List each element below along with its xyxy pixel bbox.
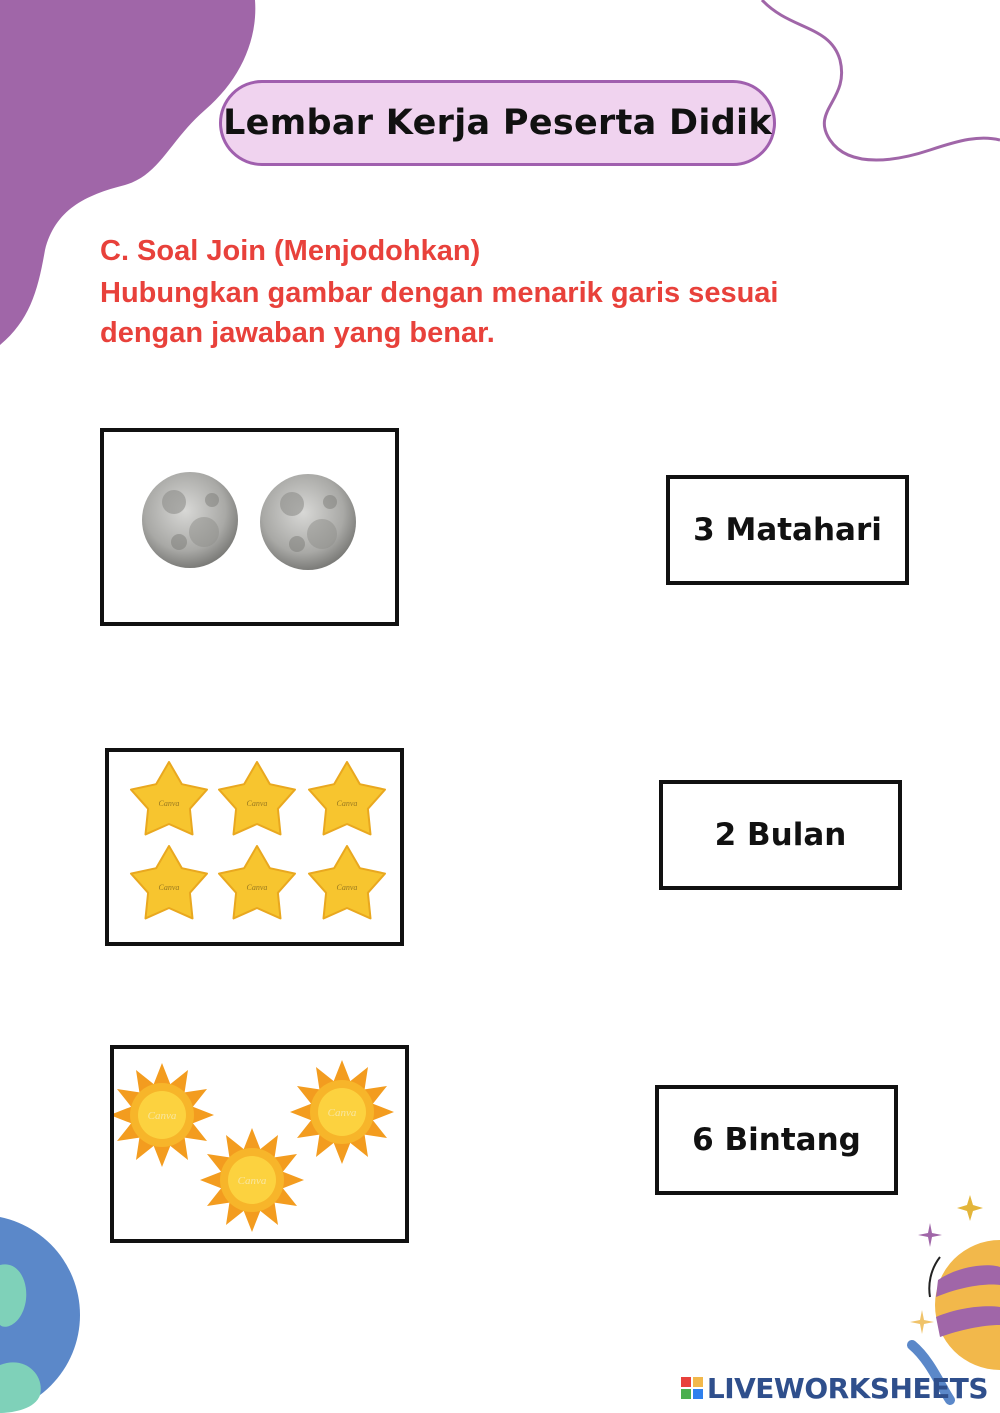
question-image-stars[interactable] — [105, 748, 404, 946]
canva-watermark-text: Canva — [336, 883, 358, 892]
canva-watermark-text: Canva — [237, 1175, 267, 1187]
answer-label: 3 Matahari — [693, 512, 882, 548]
question-image-moons[interactable] — [100, 428, 399, 626]
section-heading: C. Soal Join (Menjodohkan) — [100, 235, 481, 267]
canva-watermark-text: Canva — [246, 799, 268, 808]
answer-box-3[interactable] — [655, 1085, 898, 1195]
suns-illustration — [114, 1049, 405, 1239]
answer-label: 6 Bintang — [692, 1122, 861, 1158]
canva-watermark-text: Canva — [147, 1110, 177, 1122]
instruction-line-1: Hubungkan gambar dengan menarik garis sesuai — [100, 277, 779, 309]
star-icon — [219, 762, 295, 834]
stars-illustration — [109, 752, 400, 942]
liveworksheets-watermark — [681, 1370, 988, 1406]
page-title: Lembar Kerja Peserta Didik — [219, 80, 776, 166]
answer-box-2[interactable] — [659, 780, 902, 890]
moons-illustration — [104, 432, 395, 622]
moon-icon — [142, 472, 238, 568]
star-icon — [131, 846, 207, 918]
earth-planet-decoration — [0, 1205, 80, 1413]
wavy-line-decoration — [750, 0, 1000, 180]
canva-watermark-text: Canva — [246, 883, 268, 892]
star-icon — [309, 846, 385, 918]
sun-icon — [200, 1128, 304, 1232]
canva-watermark-text: Canva — [336, 799, 358, 808]
sun-icon — [290, 1060, 394, 1164]
brand-text: LIVEWORKSHEETS — [706, 1371, 988, 1405]
canva-watermark-text: Canva — [327, 1107, 357, 1119]
liveworksheets-logo-icon — [681, 1377, 703, 1399]
instruction-line-2: dengan jawaban yang benar. — [100, 317, 495, 349]
sun-icon — [114, 1063, 214, 1167]
star-icon — [219, 846, 295, 918]
canva-watermark-text: Canva — [158, 799, 180, 808]
moon-icon — [260, 474, 356, 570]
answer-box-1[interactable] — [666, 475, 909, 585]
canva-watermark-text: Canva — [158, 883, 180, 892]
question-image-suns[interactable] — [110, 1045, 409, 1243]
star-icon — [131, 762, 207, 834]
answer-label: 2 Bulan — [714, 817, 847, 853]
star-icon — [309, 762, 385, 834]
